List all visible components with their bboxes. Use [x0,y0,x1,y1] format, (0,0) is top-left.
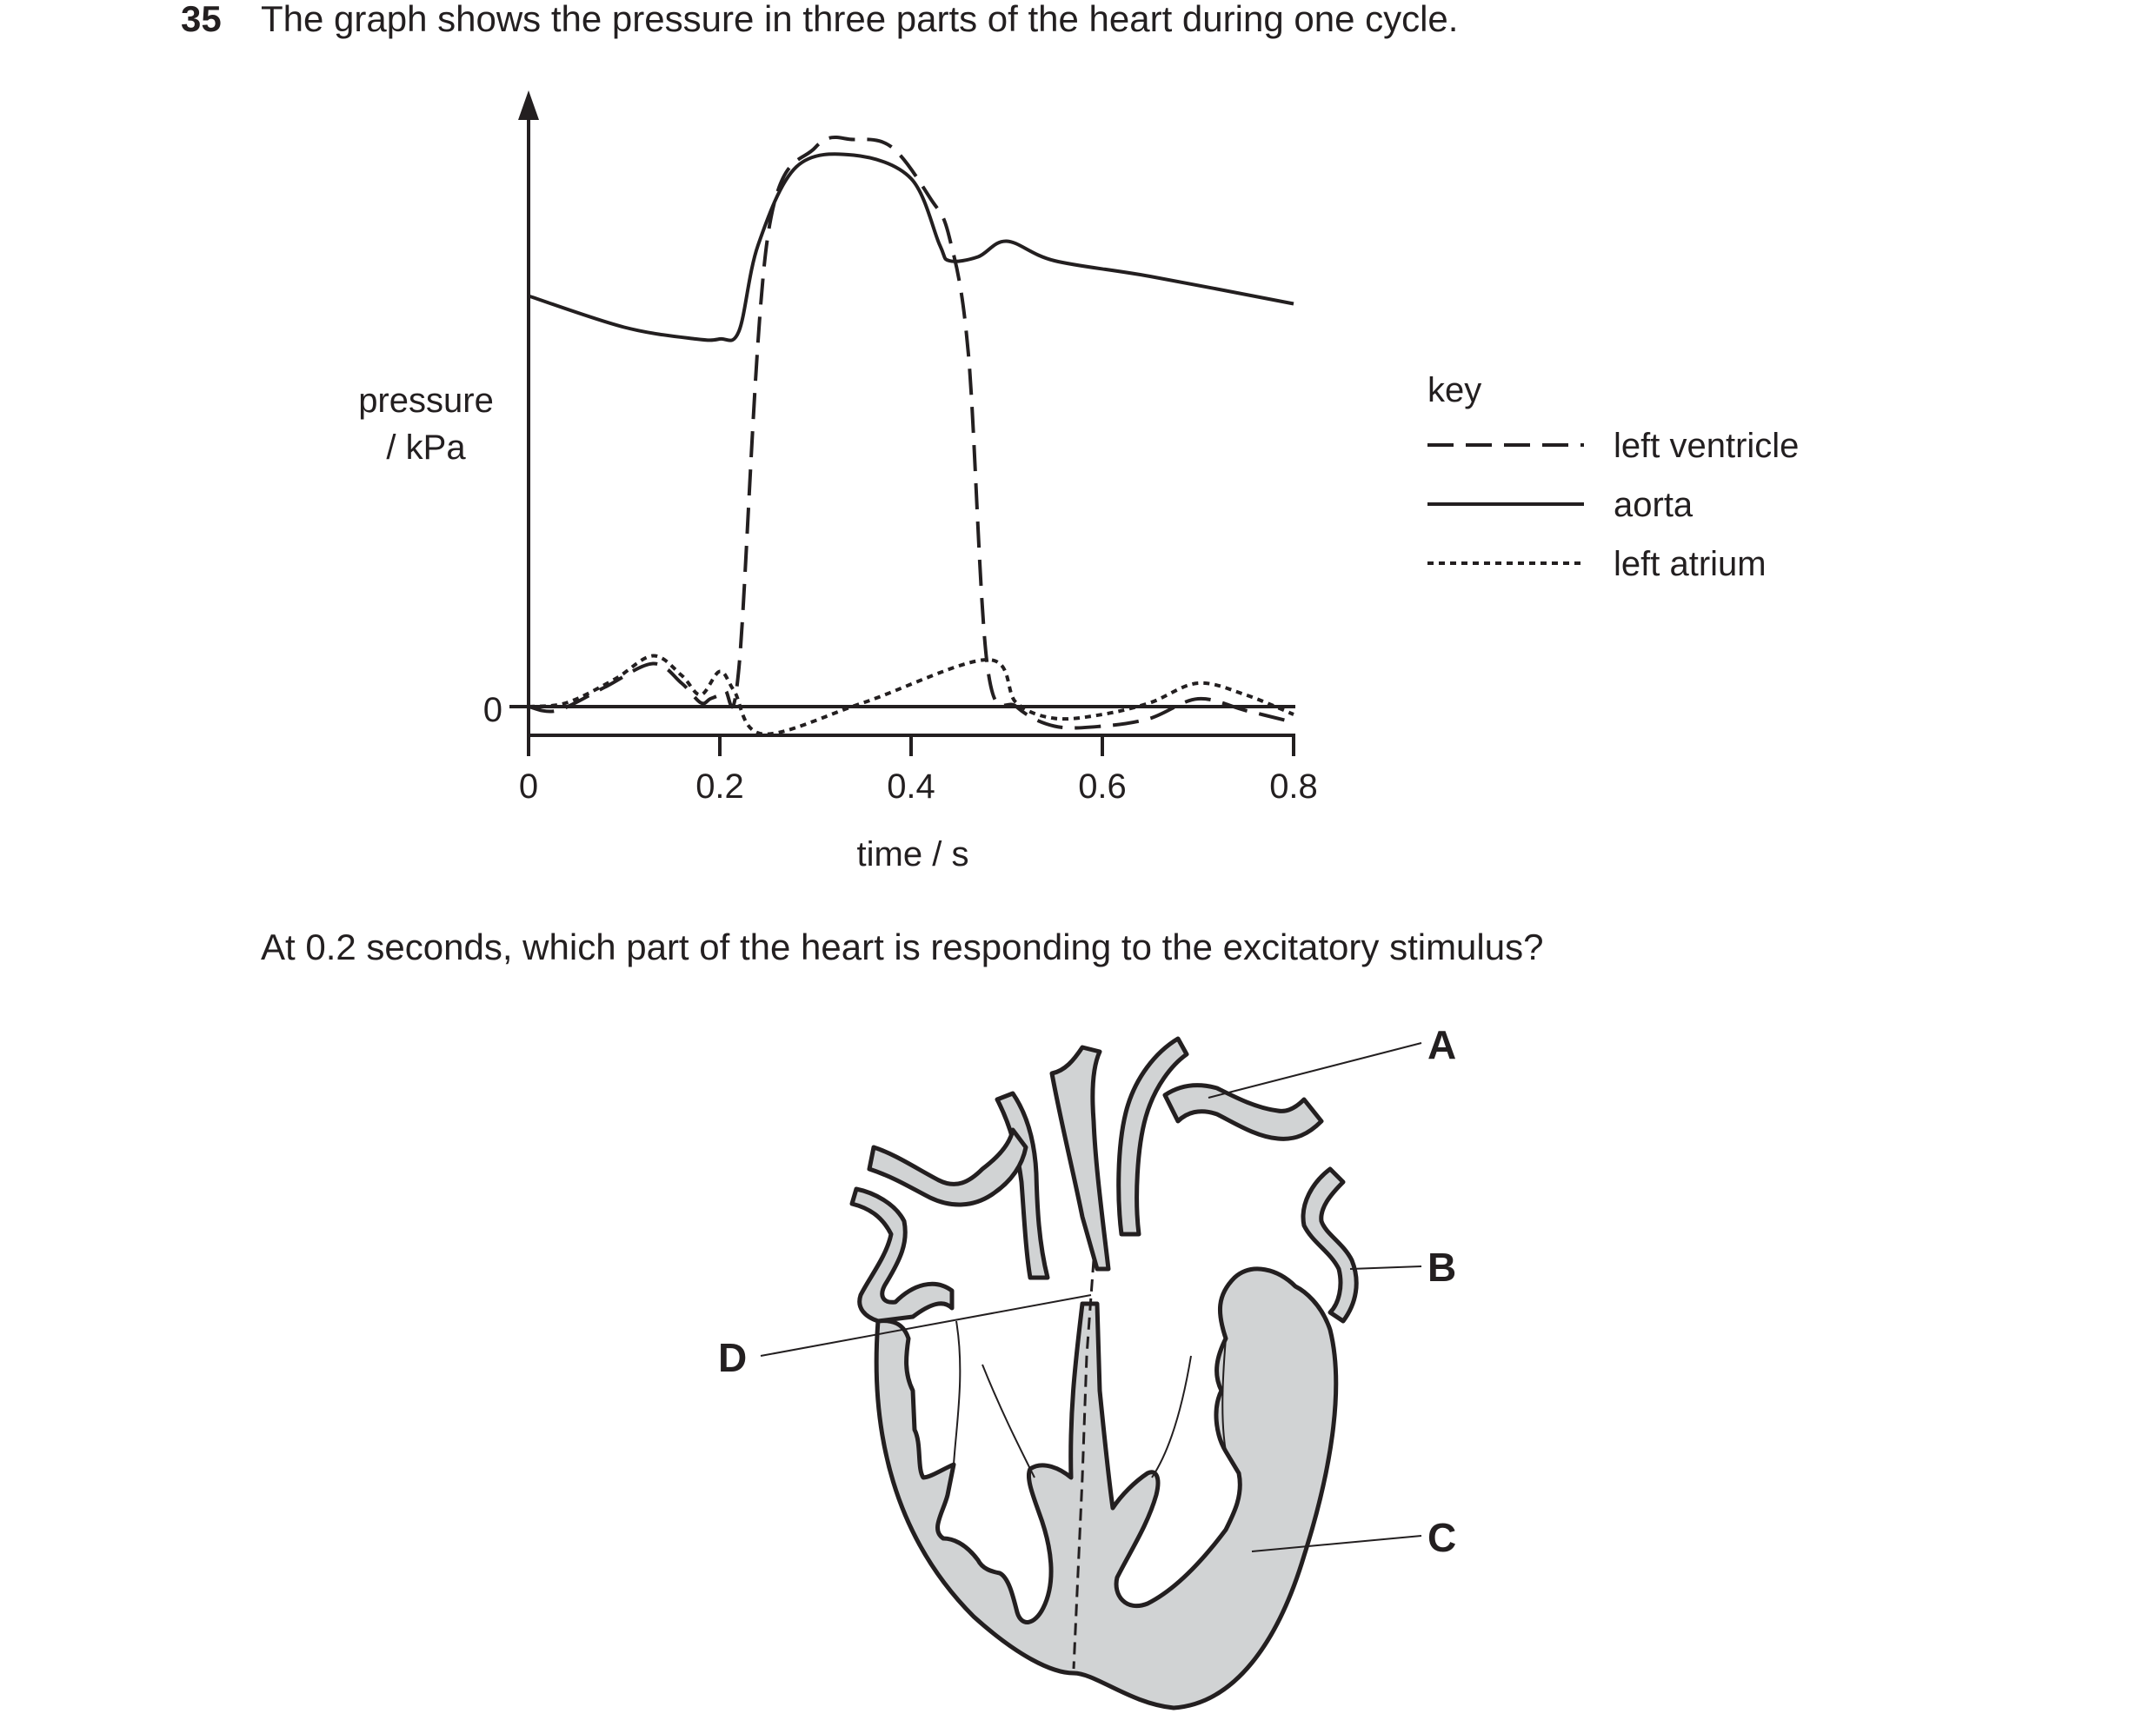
chordae-right [1152,1356,1191,1478]
question-intro: The graph shows the pressure in three parts of the heart during one cycle. [261,0,1459,39]
x-tick-label: 0.4 [887,767,935,806]
question-prompt: At 0.2 seconds, which part of the heart is responding to the excitatory stimulus? [261,927,1544,967]
tricuspid-valve [954,1321,960,1465]
y-tick-label-0: 0 [482,691,502,729]
legend-label: left atrium [1614,545,1767,583]
chordae-left [982,1365,1035,1478]
label-B: B [1427,1245,1457,1290]
legend-title: key [1427,371,1482,409]
x-tick-label: 0.8 [1269,767,1318,806]
series-line-aorta [529,154,1294,341]
x-axis-label: time / s [856,835,969,873]
right-atrium-wall [852,1189,952,1321]
legend [1427,371,1799,583]
x-tick-label: 0.2 [695,767,744,806]
leader-line-B [1350,1266,1421,1269]
label-C: C [1427,1515,1457,1560]
left-pulmonary-vein [1165,1086,1321,1139]
heart-diagram [761,1039,1421,1708]
heart-muscle [876,1269,1336,1708]
label-A: A [1427,1022,1457,1067]
question-number: 35 [181,0,222,39]
y-axis-label-line1: pressure [358,382,494,420]
x-tick-label: 0.6 [1078,767,1127,806]
pressure-chart [358,90,1318,873]
y-axis-arrow [518,90,539,120]
label-D: D [718,1335,748,1380]
legend-label: left ventricle [1614,427,1800,465]
legend-label: aorta [1614,486,1694,524]
y-axis-label-line2: / kPa [386,428,466,467]
aorta-vessel [1119,1039,1187,1234]
vena-cava [869,1130,1026,1205]
pulmonary-trunk [1052,1047,1108,1269]
x-tick-label: 0 [518,767,539,806]
leader-line-A [1208,1043,1421,1098]
series-line-left-ventricle [529,137,1294,728]
